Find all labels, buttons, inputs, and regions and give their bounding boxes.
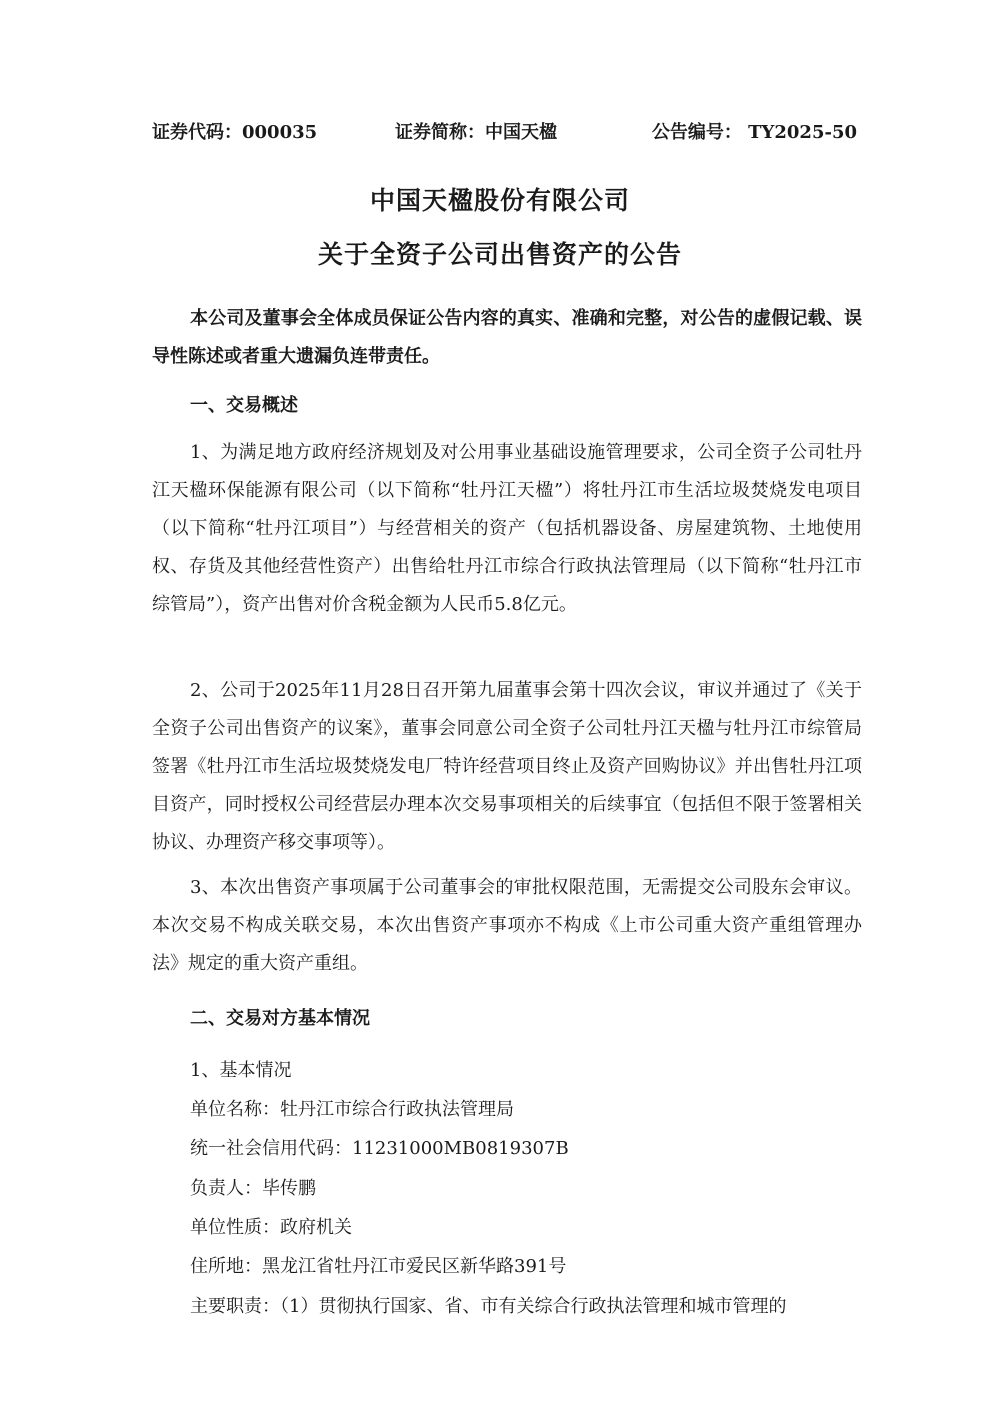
document-header	[152, 118, 857, 148]
section-1-heading: 一、交易概述	[190, 395, 298, 416]
address: 住所地：黑龙江省牡丹江市爱民区新华路391号	[190, 1256, 567, 1277]
notice-number: 公告编号： TY2025-50	[651, 122, 857, 143]
board-statement: 本公司及董事会全体成员保证公告内容的真实、准确和完整，对公告的虚假记载、误导性陈述或者重大遗漏负连带责任。	[152, 308, 862, 367]
section-1-paragraph-3: 3、本次出售资产事项属于公司董事会的审批权限范围，无需提交公司股东会审议。本次交易不构成关联交易，本次出售资产事项亦不构成《上市公司重大资产重组管理办法》规定的重大资产重组。	[152, 877, 862, 974]
section-1-paragraph-2: 2、公司于2025年11月28日召开第九届董事会第十四次会议，审议并通过了《关于全资子公司出售资产的议案》，董事会同意公司全资子公司牡丹江天楹与牡丹江市综管局签署《牡丹江市生活垃圾焚烧发电厂特许经营项目终止及资产回购协议》并出售牡丹江项目资产，同时授权公司经营层办理本次交易事项相关的后续事宜（包括但不限于签署相关协议、办理资产移交事项等）。	[152, 680, 862, 853]
unit-name: 单位名称：牡丹江市综合行政执法管理局	[190, 1099, 514, 1120]
basic-info-subheading: 1、基本情况	[190, 1060, 292, 1081]
notice-title: 关于全资子公司出售资产的公告	[317, 240, 682, 269]
principal: 负责人：毕传鹏	[190, 1178, 316, 1199]
credit-code: 统一社会信用代码：11231000MB0819307B	[190, 1138, 569, 1159]
stock-abbreviation: 证券简称：中国天楹	[395, 122, 557, 143]
main-duties: 主要职责：（1）贯彻执行国家、省、市有关综合行政执法管理和城市管理的	[190, 1296, 787, 1317]
section-2-heading: 二、交易对方基本情况	[190, 1008, 370, 1029]
company-title: 中国天楹股份有限公司	[369, 186, 630, 215]
section-1-paragraph-1: 1、为满足地方政府经济规划及对公用事业基础设施管理要求，公司全资子公司牡丹江天楹环保能源有限公司（以下简称“牡丹江天楹”）将牡丹江市生活垃圾焚烧发电项目（以下简称“牡丹江项目”）与经营相关的资产（包括机器设备、房屋建筑物、土地使用权、存货及其他经营性资产）出售给牡丹江市综合行政执法管理局（以下简称“牡丹江市综管局”），资产出售对价含税金额为人民币5.8亿元。	[152, 442, 862, 615]
stock-code: 证券代码：000035	[152, 122, 318, 143]
unit-nature: 单位性质：政府机关	[190, 1217, 352, 1238]
